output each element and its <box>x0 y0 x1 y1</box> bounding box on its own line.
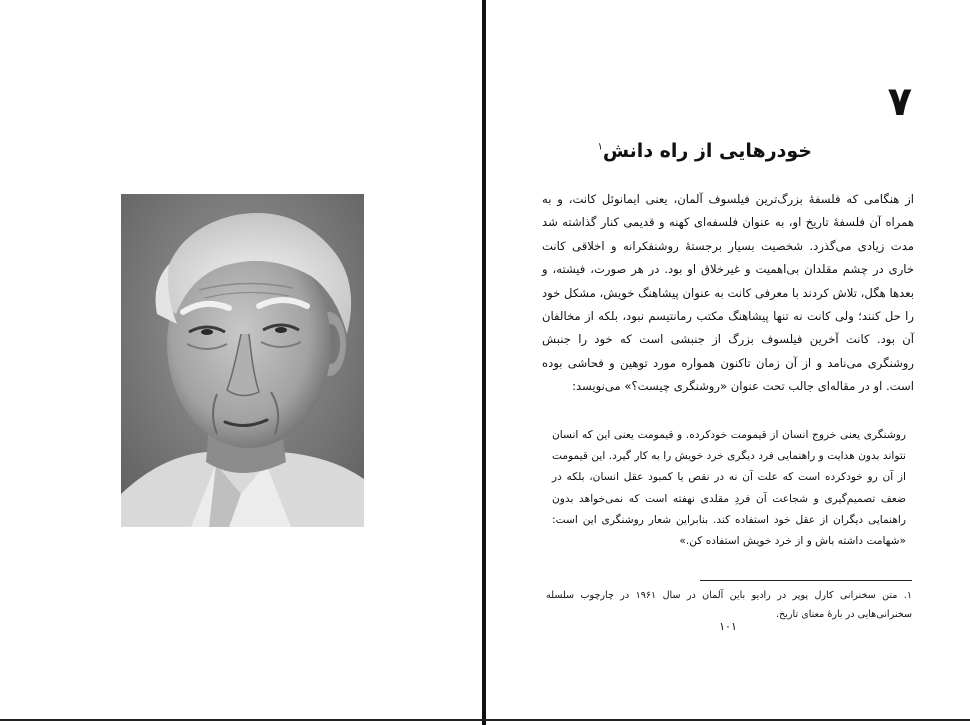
portrait-photo <box>121 194 364 527</box>
chapter-title <box>597 140 812 162</box>
chapter-number: ۷ <box>887 79 912 125</box>
portrait-illustration <box>121 194 364 527</box>
page-number: ۱۰۱ <box>719 620 737 633</box>
footnote-marker: ۱ <box>597 141 603 153</box>
left-page <box>0 0 482 725</box>
body-paragraph: از هنگامی که فلسفهٔ بزرگ‌ترین فیلسوف آلمان، یعنی ایمانوئل کانت، و به همراه آن فلسفهٔ تاریخ او، به عنوان فلسفه‌ای کهنه و قدیمی کنار گذاشته شد مدت زیادی می‌گذرد. شخصیت بسیار برجستهٔ روشنفکرانه و اخلاقی کانت خاری در چشم مقلدان بی‌اهمیت و غیرخلاق او بود. در هر صورت، فیشته، و بعدها هگل، تلاش کردند با معرفی کانت به عنوان پیشاهنگ خویش، مشکل خود را حل کنند؛ ولی کانت نه تنها پیشاهنگ مکتب رمانتیسم نبود، بلکه از مخالفان آن بود. کانت آخرین فیلسوف بزرگ از جنبشی است که خود را جنبش روشنگری می‌نامد و از آن زمان تاکنون همواره مورد توهین و فحاشی بوده است. او در مقاله‌ای جالب تحت عنوان «روشنگری چیست؟» می‌نویسد: <box>542 192 914 394</box>
chapter-title-text: خودرهایی از راه دانش <box>602 140 812 162</box>
block-quote: روشنگری یعنی خروج انسان از قیمومت خودکرده. و قیمومت یعنی این که انسان نتواند بدون هدایت و راهنمایی فرد دیگری خرد خویش را به کار گیرد. این قیمومت از آن رو خودکرده است که علت آن نه در نقص یا کمبود عقل انسان، بلکه در ضعف تصمیم‌گیری و شجاعت آن فردِ مقلدی نهفته است که نمی‌خواهد بدون راهنمایی دیگران از عقل خود استفاده کند. بنابراین شعار روشنگری این است: «شهامت داشته باش و از خرد خویش استفاده کن.» <box>552 429 906 548</box>
bottom-edge <box>0 719 970 721</box>
footnote: ۱. متن سخنرانی کارل پوپر در رادیو باین آلمان در سال ۱۹۶۱ در چارچوب سلسله سخنرانی‌هایی در بارهٔ معنای تاریخ. <box>546 590 912 620</box>
footnote-divider <box>700 580 912 581</box>
right-page <box>486 0 970 725</box>
